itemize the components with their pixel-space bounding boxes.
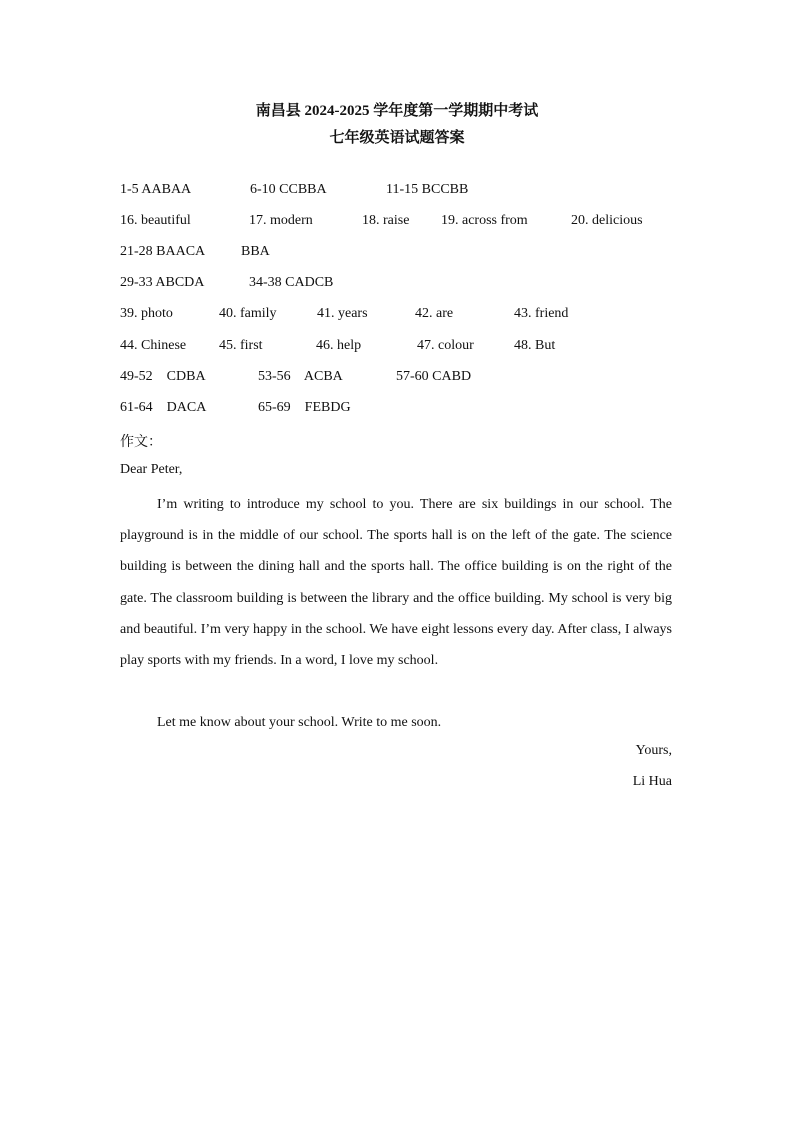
answer-item: 6-10 CCBBA [250, 182, 327, 197]
letter-signature: Li Hua [632, 774, 672, 789]
answer-item: 65-69 FEBDG [258, 400, 351, 415]
letter-greeting: Dear Peter, [120, 462, 183, 477]
answer-item: BBA [241, 244, 270, 259]
answer-item: 19. across from [441, 213, 528, 228]
exam-title: 南昌县 2024-2025 学年度第一学期期中考试 [255, 103, 539, 119]
answer-item: 41. years [317, 306, 368, 321]
answer-item: 29-33 ABCDA [120, 275, 205, 290]
answer-item: 20. delicious [571, 213, 643, 228]
answer-item: 1-5 AABAA [120, 182, 192, 197]
answer-item: 42. are [415, 306, 454, 321]
answer-item: 39. photo [120, 306, 173, 321]
answer-row [120, 400, 351, 420]
answer-item: 11-15 BCCBB [386, 182, 469, 197]
answer-item: 45. first [219, 338, 263, 353]
letter-signoff: Yours, [635, 743, 672, 758]
answer-item: 17. modern [249, 213, 313, 228]
answer-item: 16. beautiful [120, 213, 191, 228]
answer-item: 18. raise [362, 213, 410, 228]
answer-item: 34-38 CADCB [249, 275, 334, 290]
answer-item: 47. colour [417, 338, 474, 353]
answer-item: 21-28 BAACA [120, 244, 206, 259]
answer-item: 44. Chinese [120, 338, 187, 353]
essay-label: 作文： [120, 435, 162, 450]
answer-item: 48. But [514, 338, 556, 353]
answer-item: 46. help [316, 338, 362, 353]
answer-item: 43. friend [514, 306, 569, 321]
answer-item: 57-60 CABD [396, 369, 472, 384]
answer-item: 61-64 DACA [120, 400, 207, 415]
letter-closing-line: Let me know about your school. Write to me soon. [157, 715, 442, 730]
answer-item: 49-52 CDBA [120, 369, 206, 384]
letter-body: I’m writing to introduce my school to you. There are six buildings in our school. The playground is in the middle of our school. The sports hall is on the left of the gate. The science building is between the dining hall and the sports hall. The office building is on the right of the gate. The classroom building is between the library and the office building. My school is very big and beautiful. I’m very happy in the school. We have eight lessons every day. After class, I always play sports with my friends. In a word, I love my school. [120, 497, 672, 669]
answer-item: 53-56 ACBA [258, 369, 343, 384]
answer-item: 40. family [219, 306, 277, 321]
answer-key-subtitle: 七年级英语试题答案 [329, 130, 465, 146]
answer-row [120, 369, 472, 389]
